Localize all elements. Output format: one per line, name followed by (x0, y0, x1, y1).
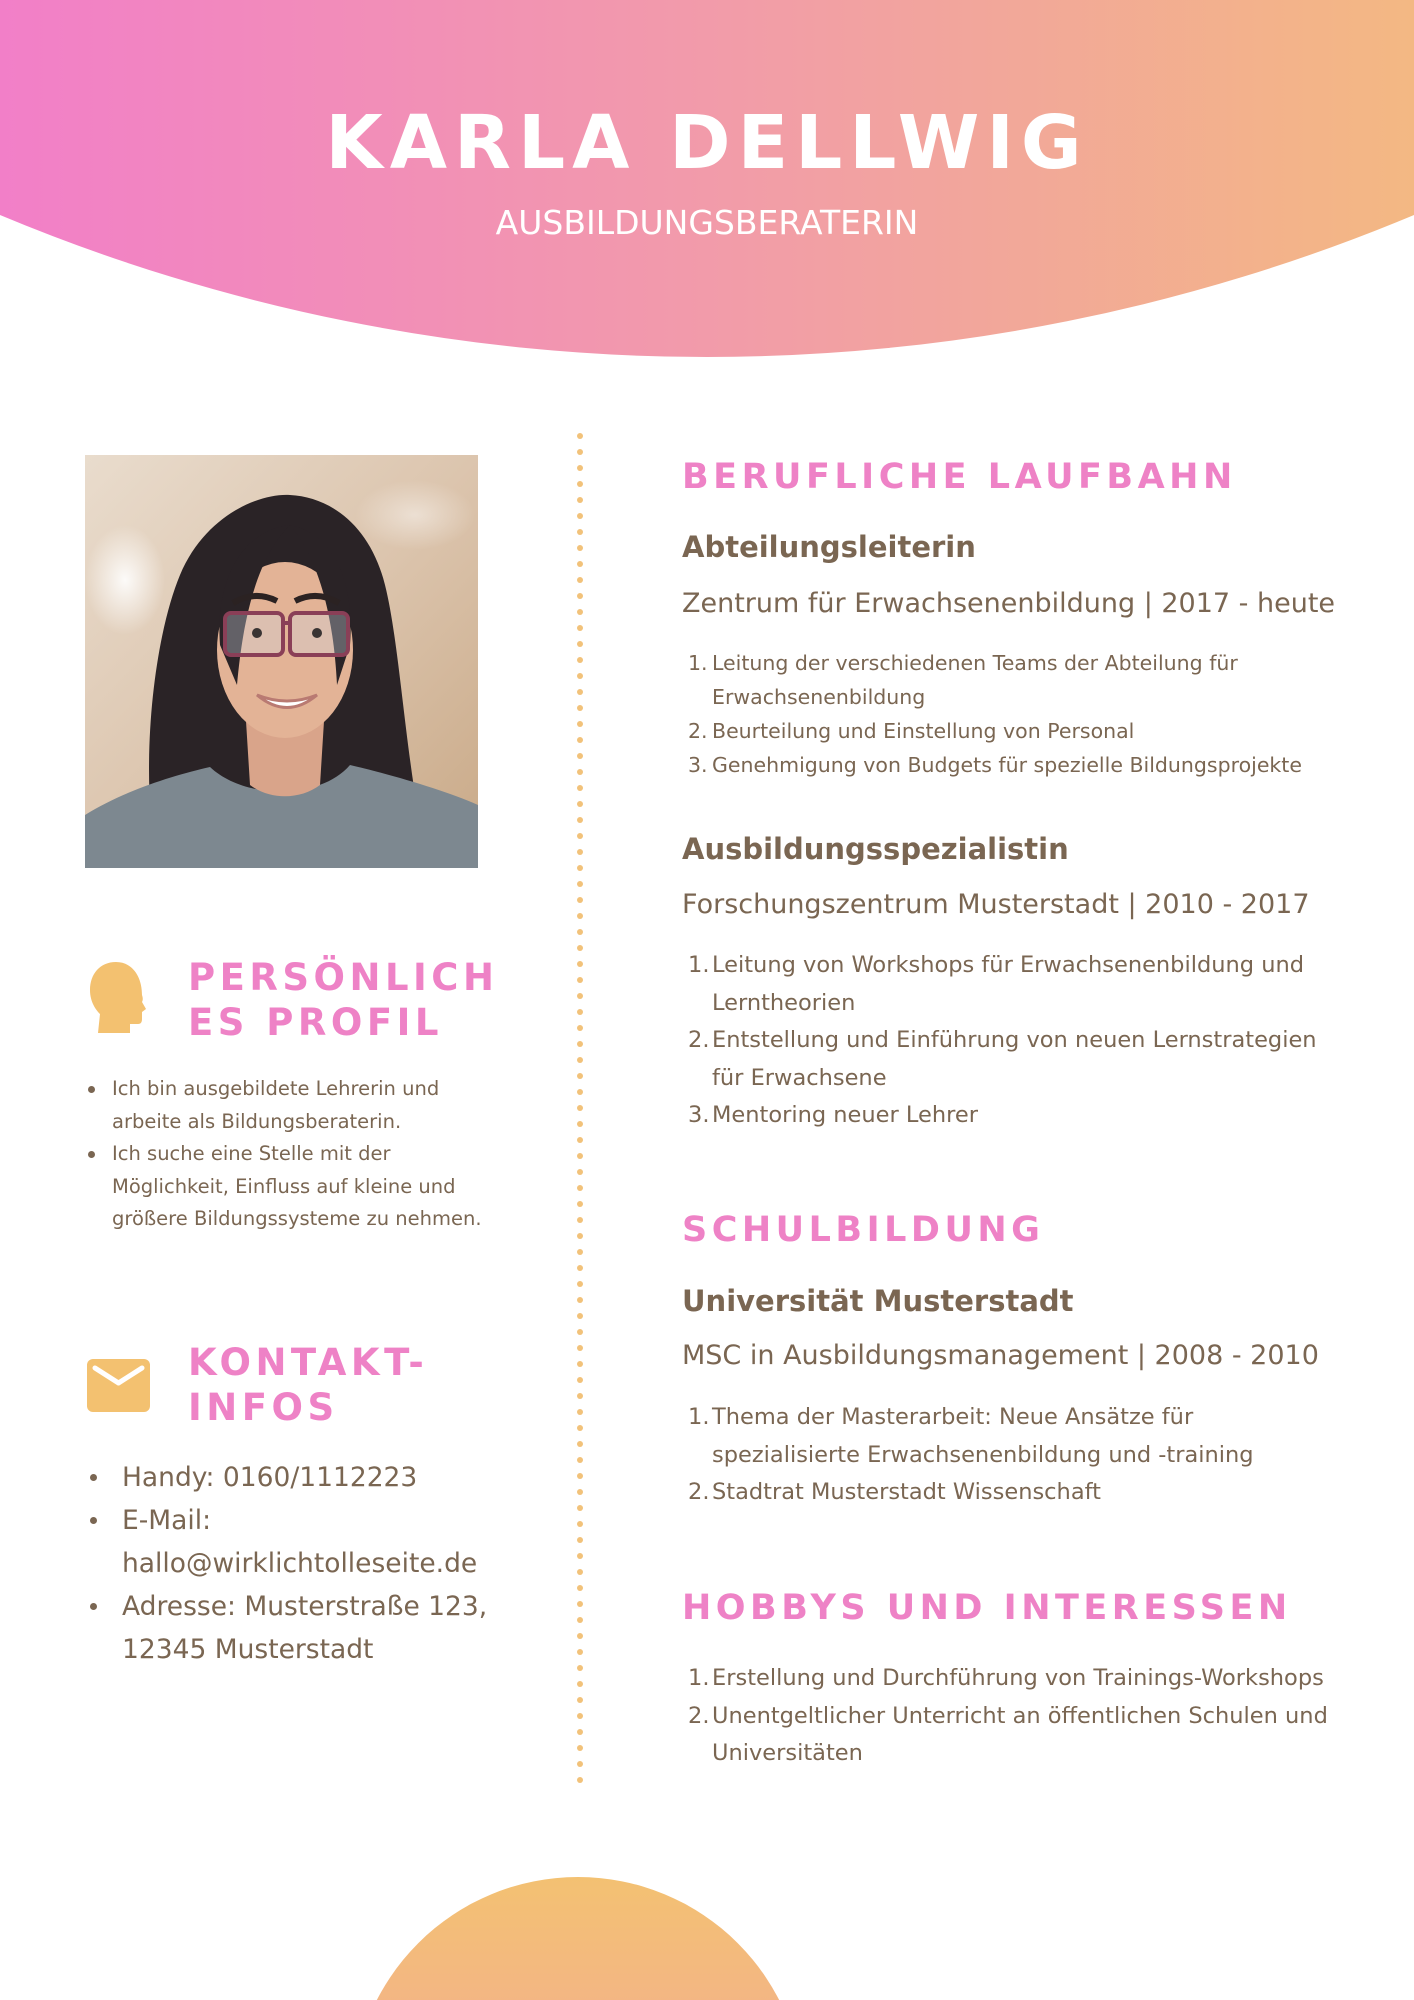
contact-address: Adresse: Musterstraße 123, 12345 Musterstadt (86, 1585, 526, 1671)
list-item: 2. Entstellung und Einführung von neuen Lernstrategien für Erwachsene (688, 1027, 1317, 1091)
school-name: Universität Musterstadt (682, 1284, 1074, 1318)
job-org-period: Zentrum für Erwachsenenbildung | 2017 - heute (682, 588, 1336, 619)
job-org-period: Forschungszentrum Musterstadt | 2010 - 2017 (682, 889, 1310, 920)
candidate-name: KARLA DELLWIG (325, 100, 1089, 186)
envelope-icon (87, 1359, 150, 1412)
profile-title-line2: ES PROFIL (188, 1001, 443, 1044)
contact-list (86, 1456, 526, 1671)
list-item: 1. Erstellung und Durchführung von Trainings-Workshops (688, 1665, 1324, 1691)
contact-section-title (188, 1340, 428, 1430)
list-item: 1. Leitung der verschiedenen Teams der Abteilung für Erwachsenenbildung (688, 651, 1238, 709)
hobbies-section-title: HOBBYS UND INTERESSEN (682, 1588, 1292, 1628)
bullet-icon (88, 1151, 95, 1158)
education-list (682, 1399, 1332, 1512)
hobbies-list (682, 1660, 1332, 1773)
list-item: 2. Beurteilung und Einstellung von Personal (688, 719, 1135, 743)
bullet-icon (90, 1517, 97, 1524)
job-duties-list (682, 947, 1332, 1135)
bullet-icon (90, 1603, 97, 1610)
contact-email[interactable]: E-Mail: hallo@wirklichtolleseite.de (86, 1499, 526, 1585)
list-item: 2. Unentgeltlicher Unterricht an öffentlichen Schulen und Universitäten (688, 1702, 1328, 1766)
decorative-semicircle (352, 1870, 804, 2000)
list-item: 2. Stadtrat Musterstadt Wissenschaft (688, 1479, 1101, 1505)
contact-phone: Handy: 0160/1112223 (86, 1456, 526, 1499)
head-profile-icon (88, 960, 148, 1035)
column-divider-dotted (577, 433, 583, 1789)
bullet-icon (90, 1474, 97, 1481)
list-item: 3. Genehmigung von Budgets für spezielle Bildungsprojekte (688, 753, 1302, 777)
profile-list (86, 1073, 506, 1236)
profile-item: Ich bin ausgebildete Lehrerin und arbeite als Bildungsberaterin. (86, 1073, 506, 1138)
portrait-illustration (85, 455, 478, 868)
job-duties-list (682, 646, 1332, 782)
education-section-title: SCHULBILDUNG (682, 1210, 1045, 1250)
profile-section-title (188, 955, 498, 1045)
list-item: 1. Leitung von Workshops für Erwachsenenbildung und Lerntheorien (688, 952, 1305, 1016)
career-section-title: BERUFLICHE LAUFBAHN (682, 457, 1237, 497)
job-title-headline: AUSBILDUNGSBERATERIN (495, 203, 919, 242)
degree-period: MSC in Ausbildungsmanagement | 2008 - 2010 (682, 1340, 1319, 1371)
profile-photo (85, 455, 478, 868)
bullet-icon (88, 1086, 95, 1093)
list-item: 3. Mentoring neuer Lehrer (688, 1102, 979, 1128)
contact-title-line1: KONTAKT- (188, 1341, 429, 1384)
profile-item: Ich suche eine Stelle mit der Möglichkeit, Einfluss auf kleine und größere Bildungssysteme zu nehmen. (86, 1138, 506, 1236)
profile-title-line1: PERSÖNLICH (188, 956, 499, 999)
job-role: Ausbildungsspezialistin (682, 832, 1069, 866)
list-item: 1. Thema der Masterarbeit: Neue Ansätze für spezialisierte Erwachsenenbildung und -training (688, 1404, 1254, 1468)
job-role: Abteilungsleiterin (682, 530, 976, 564)
contact-title-line2: INFOS (188, 1386, 339, 1429)
